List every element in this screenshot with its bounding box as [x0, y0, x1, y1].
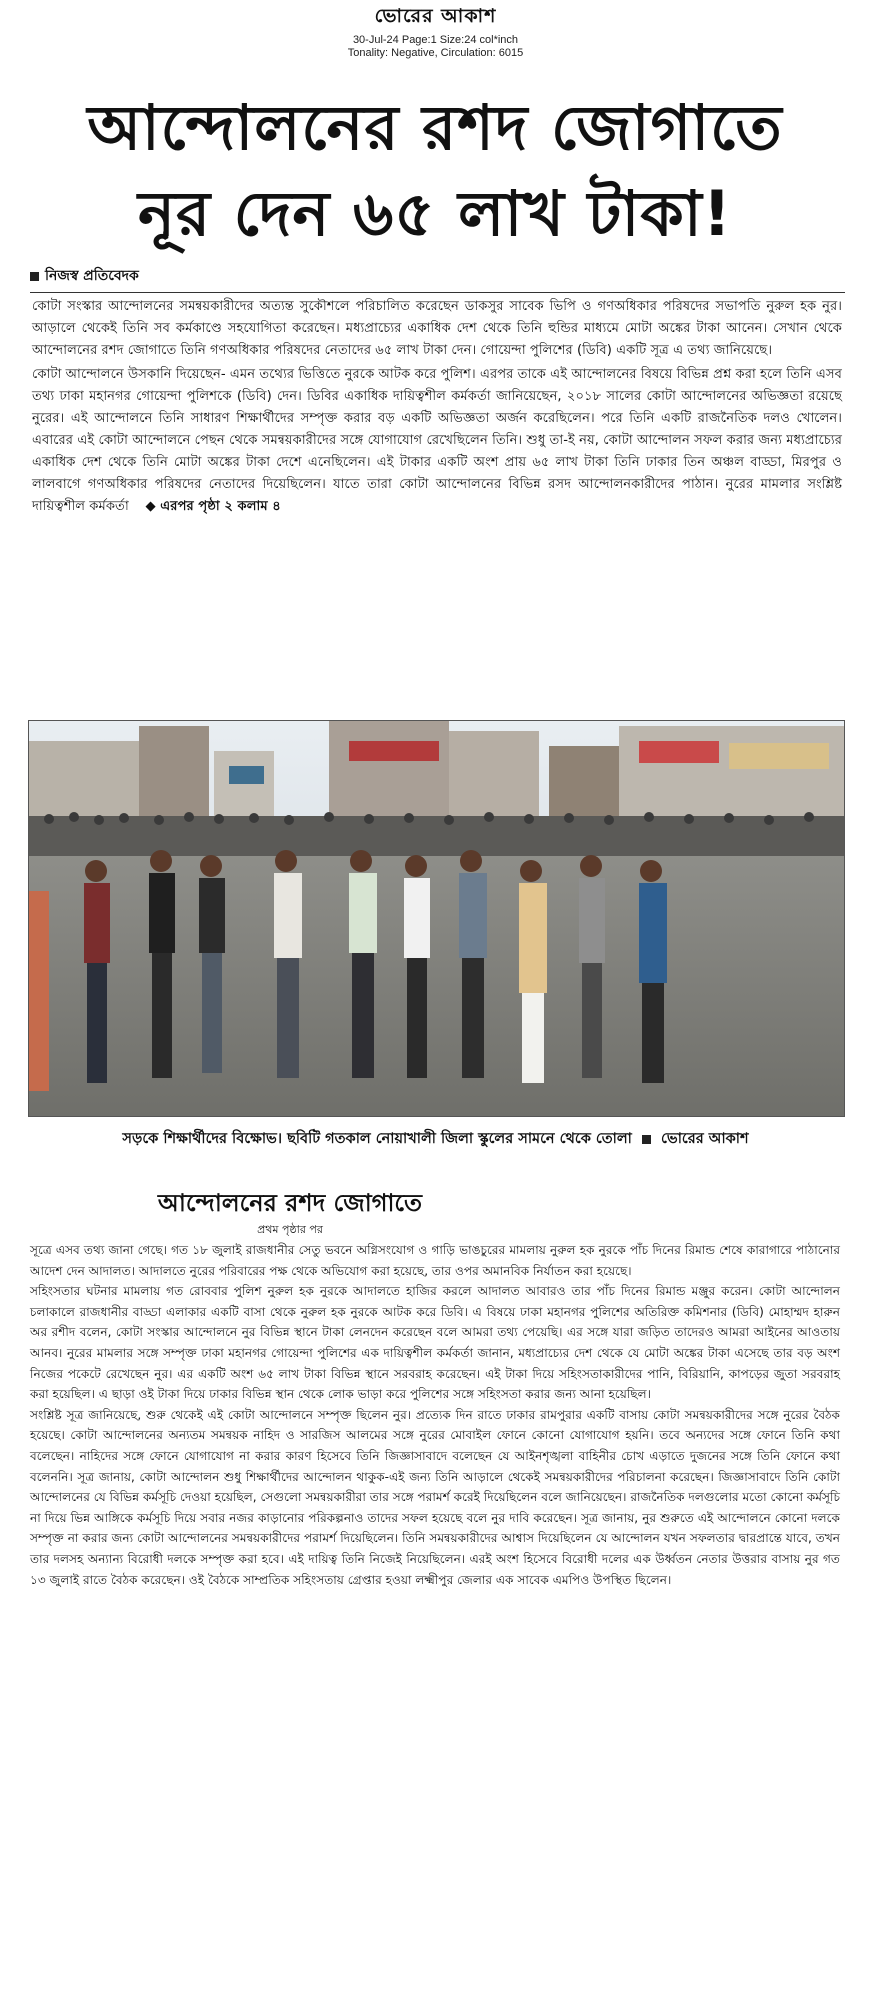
protest-photo-illustration: [29, 721, 844, 1116]
square-bullet-icon: [642, 1135, 651, 1144]
protest-photo: [28, 720, 845, 1117]
photo-credit: ভোরের আকাশ: [661, 1131, 749, 1147]
photo-caption: [28, 1128, 843, 1152]
clipping-meta-date-size: 30-Jul-24 Page:1 Size:24 col*inch: [352, 34, 519, 46]
headline-line-1: আন্দোলনের রশদ জোগাতে: [87, 91, 783, 164]
photo-crowd: [29, 812, 844, 856]
continued-from-label: প্রথম পৃষ্ঠার পর: [257, 1223, 323, 1236]
continuation-body: [30, 1240, 840, 1590]
continuation-paragraph: সংশ্লিষ্ট সূত্র জানিয়েছে, শুরু থেকেই এই কোটা আন্দোলনে সম্পৃক্ত ছিলেন নুর। প্রত্যেক দিন রাতে ঢাকার রামপুরার একটি বাসায় কোটা সমন্বয়কারীদের সঙ্গে নুরের বৈঠক হয়েছে। কোটা আন্দোলনের অন্যতম সমন্বয়ক নাহিদ ও সারজিস আলমের সঙ্গে নুরের মোবাইল ফোনে কোনো যোগাযোগ হয়নি। তবে অন্যদের সঙ্গে ফোনে তিনি কথা বলেছেন। নাহিদের সঙ্গে ফোনে যোগাযোগ না করার কারণ হিসেবে তিনি জিজ্ঞাসাবাদে বলেছেন যে আইনশৃঙ্খলা বাহিনীর চোখ এড়াতে দুজনের সঙ্গে তিনি ফোনে কথা বলেননি। সূত্র জানায়, কোটা আন্দোলন শুধু শিক্ষার্থীদের আন্দোলন থাকুক-এই জন্য তিনি আড়ালে থেকেই সমন্বয়কারীদের পরিচালনা করেছেন। জিজ্ঞাসাবাদে তিনি কোটা আন্দোলনের যে বিভিন্ন কর্মসূচি দেওয়া হয়েছিল, সেগুলো সমন্বয়কারীরা তার সঙ্গে পরামর্শ করেই দিয়েছিলেন বলে জানিয়েছেন। রাজনৈতিক দলগুলোর মতো কোনো কর্মসূচি না দিয়ে ভিন্ন আঙ্গিকে কর্মসূচি দিয়ে সবার নজর কাড়ানোর পরিকল্পনাও তাদের সফল হয়েছে বলে নুর দাবি করেছেন। সূত্র জানায়, নুর শুরুতে এই আন্দোলনে কোনো দলকে সম্পৃক্ত না করার জন্য কোটা আন্দোলনের সমন্বয়কারীদের পরামর্শ দিয়েছিলেন। তিনি সমন্বয়কারীদের আশ্বাস দিয়েছিলেন যে আন্দোলন যখন সফলতার দ্বারপ্রান্তে যাবে, তখন তার দলসহ অন্যান্য বিরোধী দলকে সম্পৃক্ত করা হবে। এই দায়িত্ব তিনি নিজেই নিয়েছিলেন। এরই অংশ হিসেবে বিরোধী দলের এক উর্ধ্বতন নেতার উত্তরার বাসায় নুর গত ১৩ জুলাই রাতে বৈঠক করেছেন। ওই বৈঠকে সাম্প্রতিক সহিংসতায় গ্রেপ্তার হওয়া লক্ষ্মীপুর জেলার এক সাবেক এমপিও উপস্থিত ছিলেন।: [30, 1407, 840, 1587]
continuation-paragraph: সহিংসতার ঘটনার মামলায় গত রোববার পুলিশ নুরুল হক নুরকে আদালতে হাজির করলে আদালত আবারও তার পাঁচ দিনের রিমান্ড মঞ্জুর করেন। কোটা আন্দোলন চলাকালে রাজধানীর বাড্ডা এলাকার একটি বাসা থেকে নুরুল হক নুরকে আটক করে ডিবি। এ বিষয়ে ঢাকা মহানগর পুলিশের অতিরিক্ত কমিশনার (ডিবি) মোহাম্মদ হারুন অর রশীদ বলেন, কোটা সংস্কার আন্দোলনে নুর বিভিন্ন স্থানে টাকা লেনদেন করেছেন বলে আমরা তথ্য পেয়েছি। এর সঙ্গে যারা জড়িত তাদেরও আমরা আইনের আওতায় আনব। নুরের মামলার সঙ্গে সম্পৃক্ত ঢাকা মহানগর গোয়েন্দা পুলিশের এক দায়িত্বশীল কর্মকর্তা জানান, মধ্যপ্রাচ্যের দেশ থেকে যে মোটা অঙ্কের টাকা এসেছে তার বড় অংশ নিজের পকেটে রেখেছেন নুর। এর একটি অংশ ৬৫ লাখ টাকা বিভিন্ন স্থানে সরবরাহ করেছেন। এই টাকা দিয়ে সহিংসতাকারীদের পানি, বিরিয়ানি, কাপড়ের জুতা সরবরাহ করা হয়েছিল। এ ছাড়া ওই টাকা দিয়ে ঢাকার বিভিন্ন স্থান থেকে লোক ভাড়া করে পুলিশের সঙ্গে সহিংসতা করার জন্য আনা হয়েছিল।: [30, 1284, 840, 1402]
continuation-headline: আন্দোলনের রশদ জোগাতে: [157, 1188, 423, 1217]
article-body: [32, 296, 842, 520]
photo-caption-text: সড়কে শিক্ষার্থীদের বিক্ষোভ। ছবিটি গতকাল নোয়াখালী জিলা স্কুলের সামনে থেকে তোলা: [122, 1131, 632, 1147]
headline-line-2: নূর দেন ৬৫ লাখ টাকা!: [137, 177, 732, 250]
article-paragraph: কোটা সংস্কার আন্দোলনের সমন্বয়কারীদের অত্যন্ত সুকৌশলে পরিচালিত করেছেন ডাকসুর সাবেক ভিপি ও গণঅধিকার পরিষদের সভাপতি নুরুল হক নুর। আড়ালে থেকেই তিনি সব কর্মকাণ্ডে সহযোগিতা করেছেন। মধ্যপ্রাচ্যের একাধিক দেশ থেকে তিনি হুন্ডির মাধ্যমে মোটা অঙ্কের টাকা আনেন। সেখান থেকে আন্দোলনের রশদ জোগাতে তিনি গণঅধিকার পরিষদের নেতাদের ৬৫ লাখ টাকা দেন। গোয়েন্দা পুলিশের (ডিবি) একটি সূত্র এ তথ্য জানিয়েছে।: [32, 299, 842, 358]
clipping-header: [0, 2, 871, 60]
continuation-paragraph: সূত্রে এসব তথ্য জানা গেছে। গত ১৮ জুলাই রাজধানীর সেতু ভবনে অগ্নিসংযোগ ও গাড়ি ভাঙচুরের মামলায় নুরুল হক নুরকে পাঁচ দিনের রিমান্ড শেষে কারাগারে পাঠানোর আদেশ দেন আদালত। আদালতে নুরের পরিবারের পক্ষ থেকে অভিযোগ করা হয়েছে, তার ওপর অমানবিক নির্যাতন করা হয়েছে।: [30, 1243, 840, 1278]
byline-text: নিজস্ব প্রতিবেদক: [45, 268, 139, 284]
article-headline: [30, 85, 840, 257]
square-bullet-icon: [30, 272, 39, 281]
byline: [30, 264, 845, 293]
newspaper-masthead: ভোরের আকাশ: [374, 5, 497, 27]
clipping-meta-tonality: Tonality: Negative, Circulation: 6015: [347, 47, 524, 59]
article-paragraph-text: কোটা আন্দোলনে উসকানি দিয়েছেন- এমন তথ্যের ভিত্তিতে নুরকে আটক করে পুলিশ। এরপর তাকে এই আন্দোলনের বিষয়ে বিভিন্ন প্রশ্ন করা হলে তিনি এসব তথ্য ঢাকা মহানগর গোয়েন্দা পুলিশকে (ডিবি) দেন। ডিবির একাধিক দায়িত্বশীল কর্মকর্তা জানিয়েছেন, ২০১৮ সালের কোটা আন্দোলনের অভিজ্ঞতা রয়েছে নুরের। এই আন্দোলনে তিনি সাধারণ শিক্ষার্থীদের সম্পৃক্ত করার বড় একটি অভিজ্ঞতা অর্জন করেছিলেন। পরে তিনি একটি রাজনৈতিক দলও খোলেন। এবারের এই কোটা আন্দোলনে পেছন থেকে সমন্বয়কারীদের সঙ্গে যোগাযোগ রেখেছিলেন তিনি। শুধু তা-ই নয়, কোটা আন্দোলন সফল করার জন্য মধ্যপ্রাচ্যের একাধিক দেশ থেকে তিনি মোটা অঙ্কের টাকা দেশে এনেছিলেন। এই টাকার একটি অংশ প্রায় ৬৫ লাখ টাকা তিনি ঢাকার তিন অঞ্চল বাড্ডা, মিরপুর ও লালবাগে গণঅধিকার পরিষদের নেতাদের দিয়েছিলেন। যাতে তারা কোটা আন্দোলনের বিভিন্ন রসদ আন্দোলনকারীদের পাঠান। নুরের মামলার সংশ্লিষ্ট দায়িত্বশীল কর্মকর্তা: [32, 367, 842, 514]
article-paragraph: [32, 364, 842, 518]
jump-line: ◆ এরপর পৃষ্ঠা ২ কলাম ৪: [145, 499, 281, 514]
